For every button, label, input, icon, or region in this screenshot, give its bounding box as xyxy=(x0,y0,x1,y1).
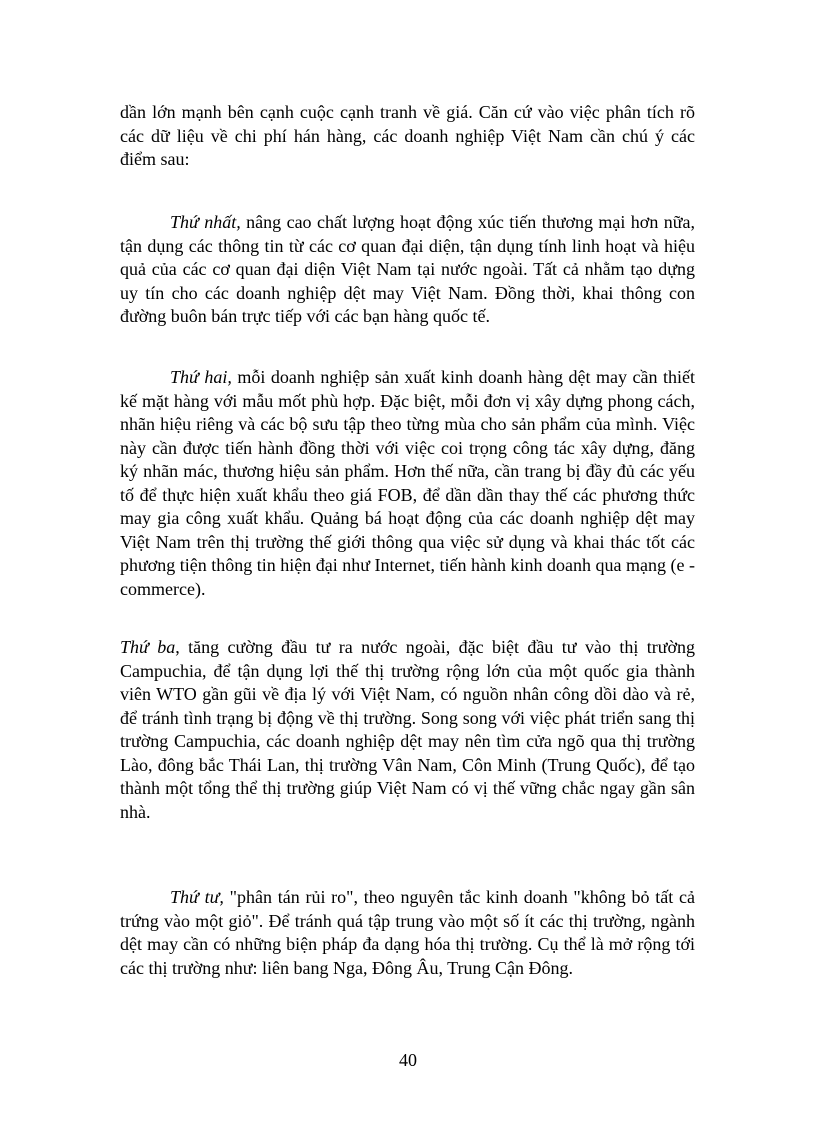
paragraph-second-point xyxy=(120,366,695,601)
paragraph-first-point-lead: Thứ nhất, xyxy=(170,212,241,232)
paragraph-first-point xyxy=(120,211,695,329)
paragraph-second-point-lead: Thứ hai, xyxy=(170,367,232,387)
paragraph-fourth-point-text: "phân tán rủi ro", theo nguyên tắc kinh doanh "không bỏ tất cả trứng vào một giỏ". Để tránh quá tập trung vào một số ít các thị trường, ngành dệt may cần có những biện pháp đa dạng hóa thị trường. Cụ thể là mở rộng tới các thị trường như: liên bang Nga, Đông Âu, Trung Cận Đông. xyxy=(120,887,695,978)
paragraph-intro xyxy=(120,101,695,172)
paragraph-third-point xyxy=(120,636,695,824)
paragraph-second-point-text: mỗi doanh nghiệp sản xuất kinh doanh hàng dệt may cần thiết kế mặt hàng với mẫu mốt phù hợp. Đặc biệt, mỗi đơn vị xây dựng phong cách, nhãn hiệu riêng và các bộ sưu tập theo từng mùa cho sản phẩm của mình. Việc này cần được tiến hành đồng thời với việc coi trọng công tác xây dựng, đăng ký nhãn mác, thương hiệu sản phẩm. Hơn thế nữa, cần trang bị đầy đủ các yếu tố để thực hiện xuất khẩu theo giá FOB, để dần dần thay thế các phương thức may gia công xuất khẩu. Quảng bá hoạt động của các doanh nghiệp dệt may Việt Nam trên thị trường thế giới thông qua việc sử dụng và khai thác tốt các phương tiện thông tin hiện đại như Internet, tiến hành kinh doanh qua mạng (e - commerce). xyxy=(120,367,695,599)
paragraph-intro-text: dần lớn mạnh bên cạnh cuộc cạnh tranh về giá. Căn cứ vào việc phân tích rõ các dữ liệu về chi phí hán hàng, các doanh nghiệp Việt Nam cần chú ý các điểm sau: xyxy=(120,102,695,169)
paragraph-first-point-text: nâng cao chất lượng hoạt động xúc tiến thương mại hơn nữa, tận dụng các thông tin từ các cơ quan đại diện, tận dụng tính linh hoạt và hiệu quả của các cơ quan đại diện Việt Nam tại nước ngoài. Tất cả nhằm tạo dựng uy tín cho các doanh nghiệp dệt may Việt Nam. Đồng thời, khai thông con đường buôn bán trực tiếp với các bạn hàng quốc tế. xyxy=(120,212,695,326)
paragraph-third-point-lead: Thứ ba xyxy=(120,637,176,657)
paragraph-fourth-point-lead: Thứ tư, xyxy=(170,887,224,907)
page-number: 40 xyxy=(399,1050,417,1070)
paragraph-fourth-point xyxy=(120,886,695,980)
paragraph-third-point-text: , tăng cường đầu tư ra nước ngoài, đặc biệt đầu tư vào thị trường Campuchia, để tận dụng lợi thế thị trường rộng lớn của một quốc gia thành viên WTO gần gũi về địa lý với Việt Nam, có nguồn nhân công dồi dào và rẻ, để tránh tình trạng bị động về thị trường. Song song với việc phát triển sang thị trường Campuchia, các doanh nghiệp dệt may nên tìm cửa ngõ qua thị trường Lào, đông bắc Thái Lan, thị trường Vân Nam, Côn Minh (Trung Quốc), để tạo thành một tổng thể thị trường giúp Việt Nam có vị thế vững chắc ngay gần sân nhà. xyxy=(120,637,696,822)
